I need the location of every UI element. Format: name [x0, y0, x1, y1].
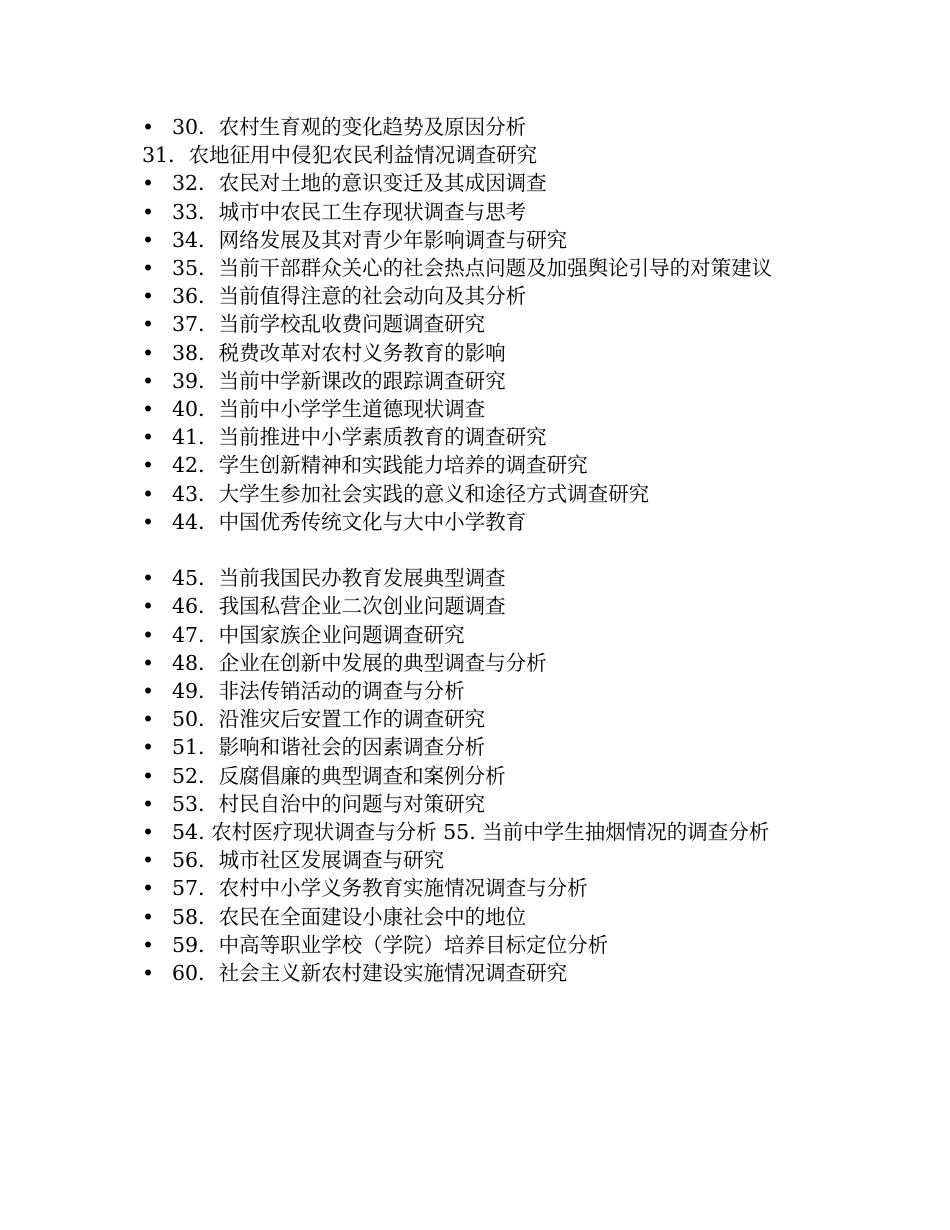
bullet: • — [142, 961, 155, 986]
list-item-text: 32．农民对土地的意识变迁及其成因调查 — [172, 171, 547, 196]
list-item — [142, 762, 817, 790]
list-item-text: 48．企业在创新中发展的典型调查与分析 — [172, 650, 547, 675]
bullet: • — [142, 171, 155, 196]
list-item-text: 42．学生创新精神和实践能力培养的调查研究 — [172, 453, 588, 478]
bullet: • — [142, 340, 155, 365]
list-item-text: 49．非法传销活动的调查与分析 — [172, 679, 465, 704]
list-item — [142, 480, 817, 508]
bullet: • — [142, 284, 155, 309]
list-item — [142, 733, 817, 761]
list-item — [142, 423, 817, 451]
list-item — [142, 790, 817, 818]
bullet: • — [142, 820, 155, 845]
bullet: • — [142, 932, 155, 957]
list-item — [142, 677, 817, 705]
bullet: • — [142, 763, 155, 788]
bullet: • — [142, 368, 155, 393]
list-item-text: 34．网络发展及其对青少年影响调查与研究 — [172, 227, 568, 252]
bullet: • — [142, 622, 155, 647]
list-item-text: 52．反腐倡廉的典型调查和案例分析 — [172, 763, 506, 788]
list-item-text: 59．中高等职业学校（学院）培养目标定位分析 — [172, 932, 609, 957]
bullet: • — [142, 397, 155, 422]
bullet: • — [142, 566, 155, 591]
bullet: • — [142, 876, 155, 901]
list-item-text: 57．农村中小学义务教育实施情况调查与分析 — [172, 876, 588, 901]
list-item — [142, 564, 817, 592]
list-item — [142, 226, 817, 254]
list-item-text: 58．农民在全面建设小康社会中的地位 — [172, 904, 527, 929]
bullet: • — [142, 848, 155, 873]
list-item-text: 40．当前中小学学生道德现状调查 — [172, 397, 486, 422]
list-item-text: 56．城市社区发展调查与研究 — [172, 848, 445, 873]
bullet: • — [142, 115, 155, 139]
list-item-text: 33．城市中农民工生存现状调查与思考 — [172, 199, 527, 224]
list-item-text: 31．农地征用中侵犯农民利益情况调查研究 — [142, 143, 538, 168]
list-item — [142, 339, 817, 367]
list-item — [142, 169, 817, 197]
list-item-text: 50．沿淮灾后安置工作的调查研究 — [172, 707, 486, 732]
bullet: • — [142, 312, 155, 337]
list-item — [142, 818, 817, 846]
list-item — [142, 198, 817, 226]
list-item-text: 51．影响和谐社会的因素调查分析 — [172, 735, 486, 760]
list-item-text: 41．当前推进中小学素质教育的调查研究 — [172, 425, 547, 450]
list-item — [142, 874, 817, 902]
list-item — [142, 959, 817, 987]
bullet: • — [142, 735, 155, 760]
bullet: • — [142, 707, 155, 732]
bullet: • — [142, 679, 155, 704]
list-item-text: 39．当前中学新课改的跟踪调查研究 — [172, 368, 506, 393]
list-item-text: 37．当前学校乱收费问题调查研究 — [172, 312, 486, 337]
list-item — [142, 705, 817, 733]
list-item-text: 38．税费改革对农村义务教育的影响 — [172, 340, 506, 365]
list-item-text: 36．当前值得注意的社会动向及其分析 — [172, 284, 527, 309]
bullet: • — [142, 509, 155, 534]
list-item — [142, 846, 817, 874]
blank-line — [142, 536, 817, 564]
list-item — [142, 282, 817, 310]
list-item-text: 47．中国家族企业问题调查研究 — [172, 622, 465, 647]
list-item-text: 35．当前干部群众关心的社会热点问题及加强舆论引导的对策建议 — [172, 256, 773, 281]
list-item — [142, 592, 817, 620]
list-item-text: 53．村民自治中的问题与对策研究 — [172, 791, 486, 816]
list-item — [142, 367, 817, 395]
list-item — [142, 451, 817, 479]
list-item — [142, 113, 817, 141]
list-item — [142, 649, 817, 677]
bullet: • — [142, 425, 155, 450]
list-item — [142, 508, 817, 536]
bullet: • — [142, 594, 155, 619]
bullet: • — [142, 650, 155, 675]
list-item-text: 46．我国私营企业二次创业问题调查 — [172, 594, 506, 619]
document-page — [142, 113, 817, 987]
list-item-text: 60．社会主义新农村建设实施情况调查研究 — [172, 961, 568, 986]
bullet: • — [142, 199, 155, 224]
bullet: • — [142, 256, 155, 281]
list-item-text: 30．农村生育观的变化趋势及原因分析 — [172, 115, 527, 139]
bullet: • — [142, 453, 155, 478]
list-item — [142, 141, 817, 169]
list-item — [142, 903, 817, 931]
bullet: • — [142, 904, 155, 929]
list-item-text: 45．当前我国民办教育发展典型调查 — [172, 566, 506, 591]
list-item-text: 44．中国优秀传统文化与大中小学教育 — [172, 509, 527, 534]
list-item — [142, 621, 817, 649]
list-item — [142, 254, 817, 282]
list-item — [142, 395, 817, 423]
list-item — [142, 310, 817, 338]
list-item — [142, 931, 817, 959]
bullet: • — [142, 227, 155, 252]
bullet: • — [142, 791, 155, 816]
bullet: • — [142, 481, 155, 506]
list-item-text: 54. 农村医疗现状调查与分析 55. 当前中学生抽烟情况的调查分析 — [172, 820, 770, 845]
list-item-text: 43．大学生参加社会实践的意义和途径方式调查研究 — [172, 481, 650, 506]
